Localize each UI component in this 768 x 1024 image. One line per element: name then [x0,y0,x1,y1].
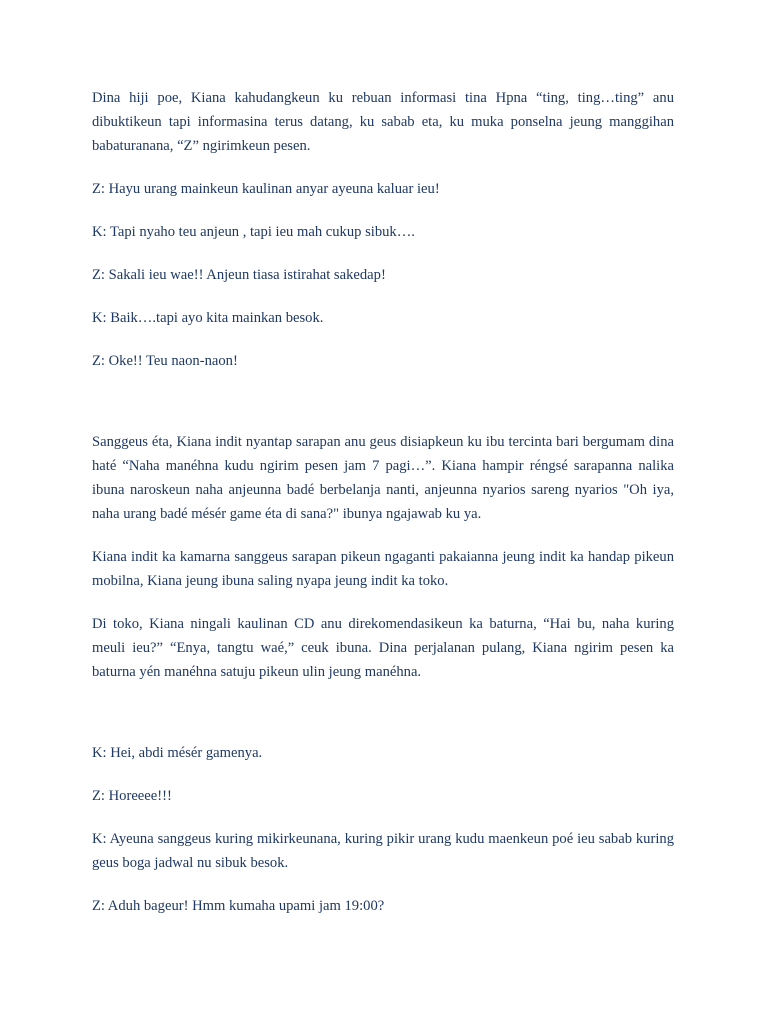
paragraph-leaving: Kiana indit ka kamarna sanggeus sarapan pikeun ngaganti pakaianna jeung indit ka handap pikeun mobilna, Kiana jeung ibuna saling nyapa jeung indit ka toko. [92,549,674,589]
dialogue-line: Z: Hayu urang mainkeun kaulinan anyar ayeuna kaluar ieu! [92,181,440,197]
dialogue-line: Z: Oke!! Teu naon-naon! [92,353,238,369]
paragraph-store: Di toko, Kiana ningali kaulinan CD anu direkomendasikeun ka baturna, “Hai bu, naha kuring meuli ieu?” “Enya, tangtu waé,” ceuk ibuna. Dina perjalanan pulang, Kiana ngirim pesen ka baturna yén manéhna satuju pikeun ulin jeung manéhna. [92,616,674,680]
dialogue-line: Z: Sakali ieu wae!! Anjeun tiasa istirahat sakedap! [92,267,386,283]
dialogue-line: K: Hei, abdi mésér gamenya. [92,745,263,761]
paragraph-intro: Dina hiji poe, Kiana kahudangkeun ku rebuan informasi tina Hpna “ting, ting…ting” anu dibuktikeun tapi informasina terus datang, ku sabab eta, ku muka ponselna jeung manggihan babaturanana, “Z” ngirimkeun pesen. [92,90,674,154]
paragraph-breakfast: Sanggeus éta, Kiana indit nyantap sarapan anu geus disiapkeun ku ibu tercinta bari bergumam dina haté “Naha manéhna kudu ngirim pesen jam 7 pagi…”. Kiana hampir réngsé sarapanna nalika ibuna naroskeun naha anjeunna badé berbelanja nanti, anjeunna nyarios sareng nyarios "Oh iya, naha urang badé mésér game éta di sana?" ibunya ngajawab ku ya. [92,434,674,522]
section-gap [92,703,674,741]
section-gap [92,392,674,430]
dialogue-line: K: Baik….tapi ayo kita mainkan besok. [92,310,324,326]
document-body [92,86,674,937]
dialogue-line: K: Ayeuna sanggeus kuring mikirkeunana, kuring pikir urang kudu maenkeun poé ieu sabab kuring geus boga jadwal nu sibuk besok. [92,831,674,871]
dialogue-line: Z: Aduh bageur! Hmm kumaha upami jam 19:00? [92,898,385,914]
dialogue-line: Z: Horeeee!!! [92,788,172,804]
dialogue-line: K: Tapi nyaho teu anjeun , tapi ieu mah cukup sibuk…. [92,224,415,240]
